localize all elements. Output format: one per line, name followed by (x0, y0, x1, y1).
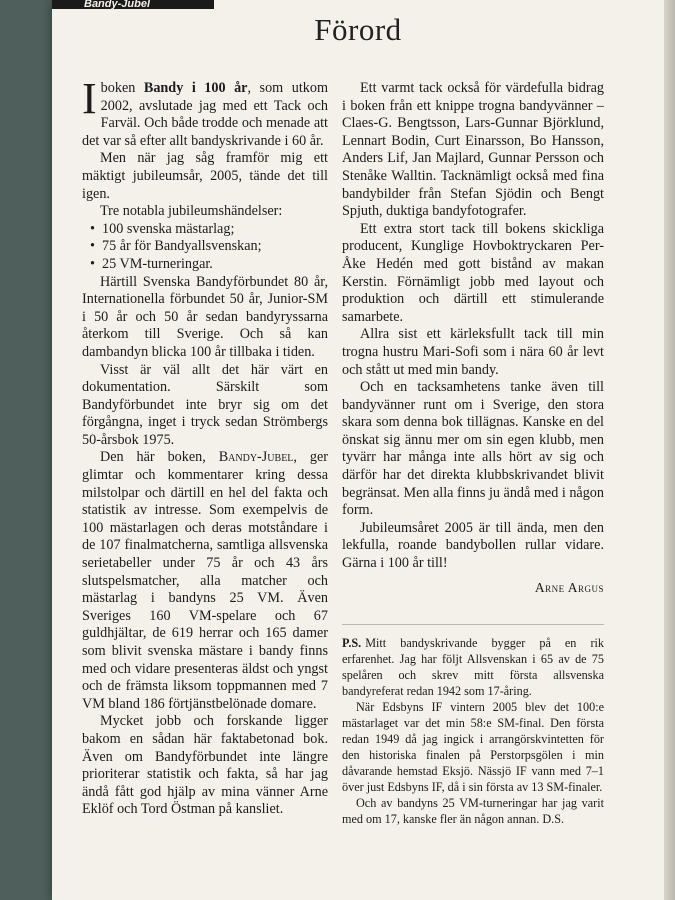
book-page (52, 0, 664, 900)
list-item: • 100 svenska mästarlag; (102, 221, 328, 239)
paragraph: Allra sist ett kärleksfullt tack till min trogna hustru Mari-Sofi som i nära 60 år levt och stått ut med min bandy. (342, 326, 604, 378)
divider (342, 624, 604, 625)
list-item: • 75 år för Bandyallsvenskan; (102, 238, 328, 256)
book-name: Bandy-Jubel (218, 449, 294, 466)
list-item: • 25 VM-turneringar. (102, 256, 328, 274)
ps-paragraph: När Edsbyns IF vintern 2005 blev det 100:e mästarlaget var det min 58:e SM-final. Den första redan 1949 då jag ingick i arrangörskvintetten för den historiska finalen på Perstorpsgölen i min dåvarande hemstad Eksjö. Nässjö IF vann med 7–1 över just Edsbyns IF, då i sin första av 13 SM-finaler. (342, 700, 604, 795)
ps-label: P.S. (342, 636, 362, 651)
paragraph: Härtill Svenska Bandyförbundet 80 år, Internationella förbundet 50 år, Junior-SM i 50 år och 50 år sedan bandyryssarna återkom till Sverige. Och så kan dambandyn blicka 100 år tillbaka i tiden. (82, 273, 328, 360)
right-column (342, 80, 604, 827)
paragraph: Ett extra stort tack till bokens skickliga producent, Kunglige Hovboktryckaren Per-Åke Hedén med gott bistånd av makan Kerstin. Förnämligt jobb med layout och produktion och därtill ett stimulerande samarbete. (342, 220, 604, 325)
book-title: Bandy i 100 år (143, 80, 248, 96)
signature: Arne Argus (534, 579, 604, 595)
postscript (342, 635, 604, 827)
paragraph: Men när jag såg framför mig ett mäktigt jubileumsår, 2005, tände det till igen. (82, 150, 328, 202)
running-header: Bandy-Jubel (52, 0, 214, 9)
ps-paragraph: Och av bandyns 25 VM-turneringar har jag varit med om 17, kanske fler än någon annan. D.S. (342, 796, 604, 827)
paragraph: Den här boken, Bandy-Jubel, ger glimtar och kommentarer kring dessa milstolpar och därtill en hel del fakta och statistik av intresse. Som exempelvis de 100 mästarlagen och deras motståndare i de 107 finalmatcherna, samtliga allsvenska serietabeller under 75 år och 43 års slutspelsmatcher, alla matcher och mästarlag i bandyns 25 VM. Även Sveriges 160 VM-spelare och 67 guldhjältar, de 619 herrar och 165 damer som blivit svenska mästare i bandy finns med och vidare presenteras äldst och yngst och de främsta liksom toppmannen med 7 VM bland 186 förtjänstbelönade domare. (82, 449, 328, 712)
page-edge (664, 0, 675, 900)
left-column (82, 74, 328, 819)
paragraph: Jubileumsåret 2005 är till ända, men den lekfulla, roande bandybollen rullar vidare. Gärna i 100 år till! (342, 519, 604, 572)
drop-cap: I (82, 74, 97, 123)
ps-paragraph: P.S. Mitt bandyskrivande bygger på en rik erfarenhet. Jag har följt Allsvenskan i 65 av de 75 spelåren och skrev mitt första allsvenska bandyreferat redan 1942 som 17-åring. (342, 636, 604, 699)
paragraph: Tre notabla jubileumshändelser: (100, 203, 283, 220)
intro-paragraph: I boken Bandy i 100 år, som utkom 2002, avslutade jag med ett Tack och Farväl. Och både trodde och menade att det var så efter allt bandyskrivande i 60 år. (82, 74, 328, 149)
event-list (82, 221, 328, 274)
paragraph: Mycket jobb och forskande ligger bakom en sådan här faktabetonad bok. Även om Bandyförbundet inte längre prioriterar statistik och fakta, så har jag ändå fått god hjälp av mina vänner Arne Eklöf och Tord Östman på kansliet. (82, 713, 328, 818)
paragraph: Och en tacksamhetens tanke även till bandyvänner runt om i Sverige, den stora skara som denna bok tillägnas. Kanske en del önskat sig ännu mer om sin egen klubb, men tyvärr har många inte alls hört av sig och därför har det direkta klubbskrivandet blivit begränsat. Men alla finns ju ändå med i någon form. (342, 379, 604, 519)
paragraph: Ett varmt tack också för värdefulla bidrag i boken från ett knippe trogna bandyvänner – Claes-G. Bengtsson, Lars-Gunnar Björklund, Lennart Bodin, Curt Einarsson, Bo Hansson, Anders Lif, Jan Majlard, Gunnar Persson och Stenåke Walltin. Tacknämligt också med fina bandybilder från Stefan Sjödin och Bengt Spjuth, duktiga bandyfotografer. (342, 80, 604, 220)
page-title: Förord (314, 12, 402, 47)
paragraph: Visst är väl allt det här värt en dokumentation. Särskilt som Bandyförbundet inte bryr sig om det förgångna, inget i tryck sedan Strömbergs 50-årsbok 1975. (82, 361, 328, 448)
